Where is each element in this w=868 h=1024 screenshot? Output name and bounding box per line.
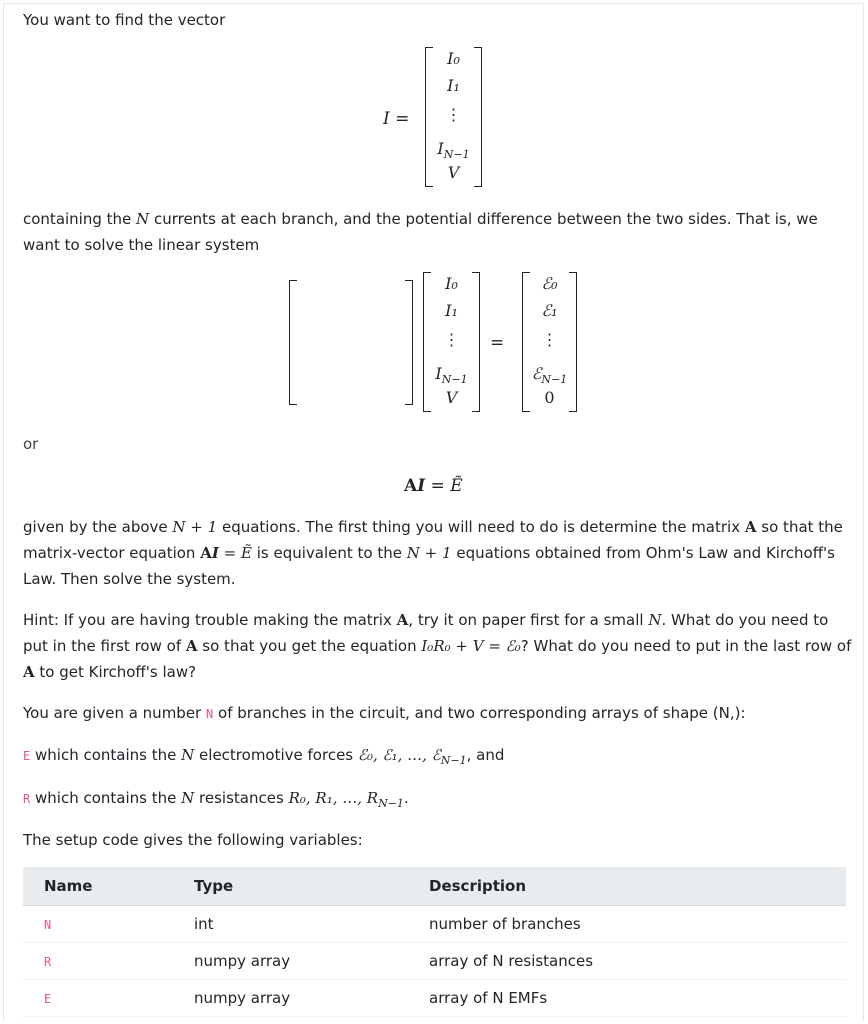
vector-entry: $I_{N-1}$ [437,139,470,162]
vector-lhs: I = [383,109,410,129]
paragraph-given-number: You are given a number N of branches in the circuit, and two corresponding arrays of shape (N,): [23,704,746,722]
paragraph-containing: containing the N currents at each branch, and the potential difference between the two sides. That is, we want to solve the linear system [23,210,818,254]
header-description: Description [429,867,846,906]
vector-entry: ⋮ [541,330,558,349]
var-name: N [44,917,52,932]
vector-I-system [423,272,480,412]
var-description: array of N resistances [429,943,846,980]
paragraph-hint: Hint: If you are having trouble making the matrix A, try it on paper first for a small N. What do you need to put in the first row of A so that you get the equation I₀R₀ + V = ℰ₀? What do you need to put in the last row of A to get Kirchoff's law? [23,611,852,681]
code-E: E [23,749,31,763]
var-type: int [194,906,429,943]
header-name: Name [23,867,194,906]
header-type: Type [194,867,429,906]
line-E: E which contains the N electromotive forces ℰ₀, ℰ₁, …, ℰ$_{N-1}$, and [23,746,505,767]
vector-entry: I₁ [447,76,460,95]
var-type: numpy array [194,980,429,1017]
var-description: number of branches [429,906,846,943]
vector-entry: I₀ [447,49,460,68]
vector-entry: ⋮ [443,330,460,349]
vector-entry: V [445,388,458,407]
compact-equation: AI = Ẽ [404,476,463,496]
vector-E [522,272,577,412]
vector-entry: ℰ₀ [541,274,558,293]
code-R: R [23,792,31,806]
table-row [23,906,846,943]
vector-entry: I₁ [445,301,458,320]
vector-entry: $I_{N-1}$ [435,364,468,387]
vector-entry: V [447,163,460,182]
vector-I [425,47,482,187]
vector-entry: ⋮ [445,105,462,124]
paragraph-given-by: given by the above N + 1 equations. The first thing you will need to do is determine the matrix A so that the matrix-vector equation AI = Ẽ is equivalent to the N + 1 equations obtained from Ohm's Law and Kirchoff's Law. Then solve the system. [23,518,843,588]
vector-entry: ℰ$_{N-1}$ [531,364,568,387]
variables-table [23,867,846,1017]
var-name: R [44,954,52,969]
table-header-row [23,867,846,906]
system-equals: = [490,333,505,353]
empty-matrix-A [289,280,413,405]
var-description: array of N EMFs [429,980,846,1017]
intro-text: You want to find the vector [23,11,226,29]
var-name: E [44,991,52,1006]
vector-entry: 0 [544,388,555,407]
or-text: or [23,435,39,453]
var-type: numpy array [194,943,429,980]
code-N: N [206,707,214,721]
line-R: R which contains the N resistances R₀, R₁, …, $R_{N-1}$. [23,789,409,810]
vector-entry: ℰ₁ [541,301,558,320]
table-row [23,980,846,1017]
setup-text: The setup code gives the following variables: [23,831,363,849]
table-row [23,943,846,980]
vector-entry: I₀ [445,274,458,293]
